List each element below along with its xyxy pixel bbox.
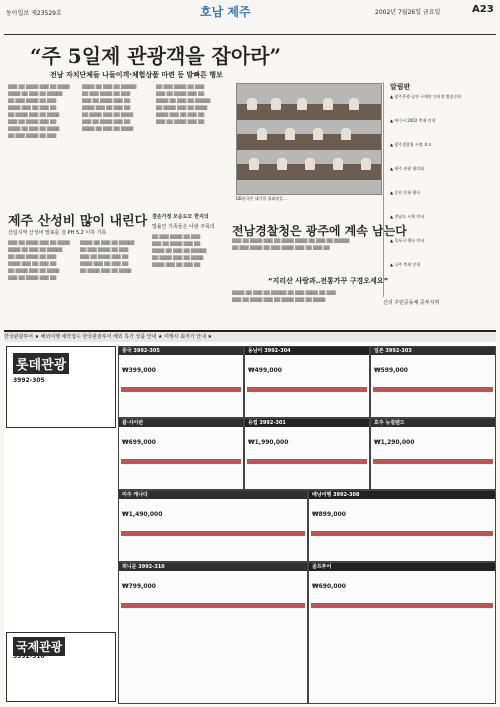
ad-block-price: ₩499,000 <box>248 367 282 374</box>
section3-body: ▒▒▒ ▒▒ ▒▒▒▒ ▒▒▒ ▒▒ ▒▒▒▒ ▒▒▒▒ ▒▒ ▒▒▒ ▒▒ ▒▒▒▒▒ ▒▒ ▒▒▒ ▒▒▒▒ ▒▒ ▒▒▒ ▒▒▒▒ ▒▒▒ ▒▒ ▒▒▒ ▒▒ <box>232 238 350 250</box>
photo-caption: DB한국인 대기업 평화맞을… <box>236 196 288 201</box>
ad-block-price: ₩690,000 <box>312 583 346 590</box>
section2-column-2: ▒▒▒▒ ▒▒ ▒▒▒ ▒▒ ▒▒▒▒▒ ▒▒ ▒▒▒ ▒▒▒▒ ▒▒ ▒▒▒ ▒▒▒ ▒▒ ▒▒▒▒ ▒▒▒ ▒▒ ▒▒▒▒ ▒▒▒ ▒▒ ▒▒▒ ▒▒ ▒▒ ▒▒▒▒ ▒▒▒ ▒▒ ▒▒▒▒ <box>80 240 135 273</box>
headline-subhead: 전남 자치단체들 나들이객·체험상품 마련 등 발빠른 행보 <box>50 71 223 79</box>
ad-block-price: ₩1,990,000 <box>248 439 289 446</box>
gukje-logo: 국제관광 <box>13 637 65 656</box>
ad-block-title: 골프투어 <box>312 564 332 570</box>
photo-figure <box>247 98 257 110</box>
ad-block-price: ₩599,000 <box>374 367 408 374</box>
lotte-phone: 3992-305 <box>13 377 45 384</box>
ad-section <box>4 330 496 704</box>
photo-figure <box>341 128 351 140</box>
ad-block-title: 허니문 3992-310 <box>122 564 165 570</box>
sidebar-entry: ▲ 광주경찰청 시정 보고 <box>390 142 432 147</box>
section3-title: 전남경찰청은 광주에 계속 남는다 <box>232 224 407 238</box>
ad-highlight <box>121 603 305 608</box>
ad-highlight <box>373 387 493 392</box>
sidebar-entry: ▲ 전남도 시책 안내 <box>390 214 424 219</box>
section2-column-1: ▒▒▒ ▒▒ ▒▒▒▒ ▒▒▒ ▒▒ ▒▒▒▒ ▒▒▒▒ ▒▒ ▒▒▒ ▒▒ ▒▒▒▒▒ ▒▒ ▒▒▒ ▒▒▒▒ ▒▒ ▒▒▒ ▒▒▒▒ ▒▒▒ ▒▒ ▒▒▒ ▒▒ ▒▒ ▒▒▒▒ ▒▒▒ ▒▒ ▒▒▒▒ ▒▒▒ ▒▒ ▒▒▒▒ ▒▒▒ ▒▒ <box>8 240 70 280</box>
ad-block[interactable] <box>370 418 496 490</box>
photo-figure <box>361 158 371 170</box>
photo-figure <box>271 98 281 110</box>
ad-block-title: 유럽 3992-301 <box>248 420 286 426</box>
sidebar-entry: ▲ 나주 축제 안내 <box>390 262 421 267</box>
ad-block-title: 중국 3992-305 <box>122 348 160 354</box>
sidebar-entry: ▲ 순천 문화 행사 <box>390 190 421 195</box>
ad-block[interactable] <box>118 562 308 704</box>
sidebar-entry: ▲ 제주 관광 협의회 <box>390 166 424 171</box>
ad-block-price: ₩699,000 <box>122 439 156 446</box>
photo-figure <box>285 128 295 140</box>
ad-block-price: ₩399,000 <box>122 367 156 374</box>
ad-highlight <box>121 459 241 464</box>
page-headline: “주 5일제 관광객을 잡아라” <box>30 44 282 68</box>
photo-figure <box>349 98 359 110</box>
section2-title: 제주 산성비 많이 내린다 <box>8 214 148 229</box>
sidebar-title: 알림판 <box>390 83 411 91</box>
sidebar-entry: ▲ 여수시 2002 축제 안내 <box>390 118 436 123</box>
photo-figure <box>313 128 323 140</box>
section2-column-3: ▒▒ ▒▒▒ ▒▒▒▒ ▒▒ ▒▒▒ ▒▒▒ ▒▒ ▒▒▒▒ ▒▒▒ ▒▒ ▒▒▒▒ ▒▒ ▒▒▒ ▒▒ ▒▒▒▒▒ ▒▒ ▒▒▒▒ ▒▒▒ ▒▒ ▒▒▒▒ ▒▒▒▒ ▒▒▒ ▒▒ ▒▒▒ ▒▒ <box>152 234 207 267</box>
article-column-3: ▒▒ ▒▒▒ ▒▒▒▒ ▒▒ ▒▒▒ ▒▒▒ ▒▒ ▒▒▒▒ ▒▒▒ ▒▒ ▒▒▒▒ ▒▒ ▒▒▒ ▒▒ ▒▒▒▒▒ ▒▒ ▒▒▒▒ ▒▒▒ ▒▒ ▒▒▒▒ ▒▒▒▒ ▒▒▒ ▒▒ ▒▒▒ ▒▒ ▒▒▒ ▒▒ ▒▒▒▒ ▒▒▒ ▒▒ <box>156 84 211 124</box>
page-number: A23 <box>472 4 494 15</box>
ad-block[interactable] <box>244 346 370 418</box>
gukje-phone: 3992-310 <box>13 653 45 660</box>
ad-block[interactable] <box>118 418 244 490</box>
ad-banner: 한국관광투어 ★ 해외여행 예약접수 한국관광투어 해외 특가 상품 안내 ★ 여행사 최저가 안내 ★ <box>4 332 496 342</box>
sidebar-entry: ▲ 광주은행 공연 구매의 인터넷 방송중단 <box>390 94 462 99</box>
ad-band <box>309 563 495 571</box>
paper-name: 동아일보 제23529호 <box>6 10 62 17</box>
region-logo: 호남 제주 <box>200 5 251 19</box>
ad-highlight <box>311 531 493 536</box>
ad-block[interactable] <box>308 562 496 704</box>
date-text: 2002년 7월26일 금요일 <box>375 9 441 16</box>
ad-block-title: 호주 뉴질랜드 <box>374 420 405 426</box>
ad-block[interactable] <box>308 490 496 562</box>
ad-highlight <box>121 531 305 536</box>
ad-block-title: 배낭여행 3992-308 <box>312 492 360 498</box>
ad-block-price: ₩799,000 <box>122 583 156 590</box>
ad-block-title: 일본 3992-303 <box>374 348 412 354</box>
article-column-1: ▒▒▒ ▒▒ ▒▒▒▒ ▒▒▒ ▒▒ ▒▒▒▒ ▒▒▒▒ ▒▒ ▒▒▒ ▒▒ ▒▒▒▒▒ ▒▒ ▒▒▒ ▒▒▒▒ ▒▒ ▒▒▒ ▒▒▒▒ ▒▒▒ ▒▒ ▒▒▒ ▒▒ ▒▒ ▒▒▒▒ ▒▒▒ ▒▒ ▒▒▒▒ ▒▒▒ ▒▒ ▒▒▒▒ ▒▒▒ ▒▒ ▒▒▒▒ ▒▒ ▒▒▒ ▒▒ ▒▒▒▒ ▒▒ ▒▒▒ ▒▒▒▒ ▒▒ ▒▒▒ <box>8 84 70 138</box>
ad-highlight <box>247 387 367 392</box>
pull-quote: “지리산 사랑과‥전통가꾸 구경오세요” <box>268 277 389 285</box>
article-photo <box>236 83 382 195</box>
ad-block-title: 동남아 3992-304 <box>248 348 291 354</box>
photo-figure <box>297 98 307 110</box>
ad-block-title: 괌·사이판 <box>122 420 144 426</box>
notice-sidebar <box>383 82 494 297</box>
ad-block[interactable] <box>244 418 370 490</box>
sidebar-bottom-title: 신리 주민공동체 중부지역 <box>383 300 440 306</box>
sidebar-entry: ▲ 목포시 행사 안내 <box>390 238 424 243</box>
lotte-logo: 롯데관광 <box>13 353 69 374</box>
ad-grid <box>118 346 496 704</box>
section2-subhead: 산림지역 산성비 발표를 걸 PH 5.2 이하 기록 <box>8 230 107 236</box>
ad-block[interactable] <box>118 346 244 418</box>
photo-figure <box>277 158 287 170</box>
ad-highlight <box>311 603 493 608</box>
lotte-ad[interactable] <box>6 346 116 428</box>
ad-highlight <box>121 387 241 392</box>
ad-block-price: ₩899,000 <box>312 511 346 518</box>
ad-block[interactable] <box>370 346 496 418</box>
section3-body-2: ▒▒▒▒ ▒▒ ▒▒▒ ▒▒ ▒▒▒▒▒ ▒▒ ▒▒▒ ▒▒▒▒ ▒▒ ▒▒▒ ▒▒▒ ▒▒ ▒▒▒▒ ▒▒▒ ▒▒ ▒▒▒▒ ▒▒▒ ▒▒ ▒▒▒▒ <box>232 290 336 302</box>
photo-row <box>237 104 381 120</box>
photo-figure <box>305 158 315 170</box>
photo-figure <box>249 158 259 170</box>
photo-figure <box>323 98 333 110</box>
ad-highlight <box>247 459 367 464</box>
photo-figure <box>333 158 343 170</box>
subhead-left-2: 법률인 가족들은 나판 주목의 <box>152 224 215 230</box>
gukje-ad[interactable] <box>6 632 116 702</box>
ad-block[interactable] <box>118 490 308 562</box>
photo-figure <box>257 128 267 140</box>
subhead-left: 결손가정 모순도모 한지의 <box>152 214 209 220</box>
page-header <box>0 0 500 36</box>
ad-block-price: ₩1,490,000 <box>122 511 163 518</box>
header-rule <box>4 34 496 35</box>
ad-block-title: 미주 캐나다 <box>122 492 148 498</box>
article-column-2: ▒▒▒▒ ▒▒ ▒▒▒ ▒▒ ▒▒▒▒▒ ▒▒ ▒▒▒ ▒▒▒▒ ▒▒ ▒▒▒ ▒▒▒ ▒▒ ▒▒▒▒ ▒▒▒ ▒▒ ▒▒▒▒ ▒▒▒ ▒▒ ▒▒▒ ▒▒ ▒▒ ▒▒▒▒ ▒▒▒ ▒▒ ▒▒▒▒ ▒▒▒ ▒▒ ▒▒▒▒ ▒▒▒ ▒▒ ▒▒▒▒ ▒▒ ▒▒▒ ▒▒ ▒▒▒▒ <box>82 84 137 131</box>
ad-highlight <box>373 459 493 464</box>
ad-block-price: ₩1,290,000 <box>374 439 415 446</box>
